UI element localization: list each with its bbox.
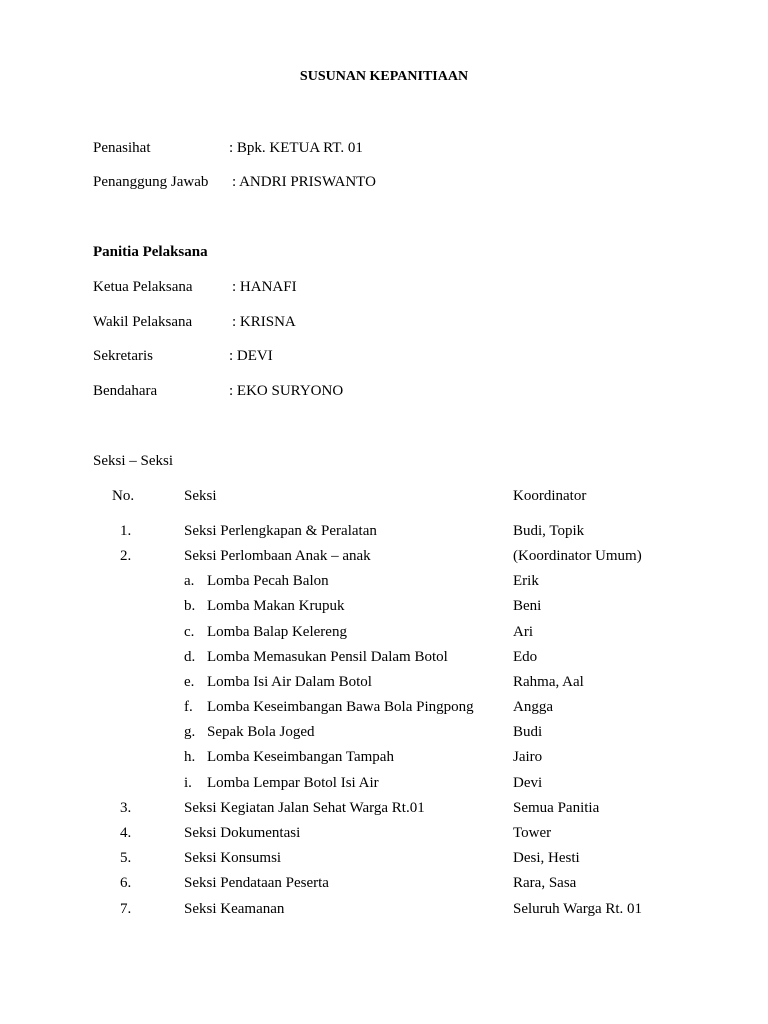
table-subrow-seksi: Sepak Bola Joged — [207, 724, 315, 740]
table-subrow-seksi: Lomba Keseimbangan Tampah — [207, 749, 394, 765]
table-header-koordinator: Koordinator — [513, 488, 587, 504]
table-row-seksi: Seksi Kegiatan Jalan Sehat Warga Rt.01 — [184, 800, 425, 816]
table-row-seksi: Seksi Perlombaan Anak – anak — [184, 548, 371, 564]
table-subrow-seksi: Lomba Memasukan Pensil Dalam Botol — [207, 649, 448, 665]
table-subrow-koordinator: Ari — [513, 624, 533, 640]
member-label-wakil: Wakil Pelaksana — [93, 314, 193, 330]
table-subrow-seksi: Lomba Makan Krupuk — [207, 598, 345, 614]
table-subrow-koordinator: Beni — [513, 598, 542, 614]
advisor-value-penanggung-jawab: : ANDRI PRISWANTO — [232, 174, 376, 190]
table-subrow-letter: g. — [184, 724, 196, 740]
table-subrow-letter: d. — [184, 649, 196, 665]
table-row-no: 7. — [120, 901, 132, 917]
advisor-value-penasihat: : Bpk. KETUA RT. 01 — [229, 140, 363, 156]
table-row-no: 6. — [120, 875, 132, 891]
table-subrow-koordinator: Jairo — [513, 749, 543, 765]
table-subrow-seksi: Lomba Keseimbangan Bawa Bola Pingpong — [207, 699, 474, 715]
table-subrow-koordinator: Angga — [513, 699, 553, 715]
table-row-seksi: Seksi Perlengkapan & Peralatan — [184, 523, 377, 539]
table-row-seksi: Seksi Pendataan Peserta — [184, 875, 329, 891]
table-subrow-koordinator: Rahma, Aal — [513, 674, 584, 690]
table-subrow-letter: e. — [184, 674, 195, 690]
table-row-no: 5. — [120, 850, 132, 866]
table-row-no: 1. — [120, 523, 132, 539]
table-row-seksi: Seksi Konsumsi — [184, 850, 282, 866]
table-row-no: 4. — [120, 825, 132, 841]
member-label-sekretaris: Sekretaris — [93, 348, 153, 364]
table-subrow-letter: f. — [184, 699, 193, 715]
committee-heading: Panitia Pelaksana — [93, 244, 208, 260]
table-row-seksi: Seksi Dokumentasi — [184, 825, 301, 841]
advisor-label-penanggung-jawab: Penanggung Jawab — [93, 174, 209, 190]
document-title: SUSUNAN KEPANITIAAN — [299, 69, 469, 84]
table-subrow-letter: h. — [184, 749, 196, 765]
table-subrow-koordinator: Edo — [513, 649, 538, 665]
member-label-bendahara: Bendahara — [93, 383, 158, 399]
table-subrow-seksi: Lomba Isi Air Dalam Botol — [207, 674, 372, 690]
table-row-no: 3. — [120, 800, 132, 816]
table-subrow-koordinator: Erik — [513, 573, 539, 589]
table-subrow-letter: b. — [184, 598, 196, 614]
table-row-koordinator: Budi, Topik — [513, 523, 585, 539]
member-value-bendahara: : EKO SURYONO — [229, 383, 344, 399]
sections-heading: Seksi – Seksi — [93, 453, 174, 469]
table-row-koordinator: Seluruh Warga Rt. 01 — [513, 901, 643, 917]
table-subrow-koordinator: Devi — [513, 775, 543, 791]
table-row-koordinator: (Koordinator Umum) — [513, 548, 642, 564]
member-value-ketua: : HANAFI — [232, 279, 297, 295]
table-subrow-letter: c. — [184, 624, 195, 640]
table-subrow-letter: i. — [184, 775, 192, 791]
table-subrow-seksi: Lomba Lempar Botol Isi Air — [207, 775, 379, 791]
table-subrow-letter: a. — [184, 573, 195, 589]
table-row-seksi: Seksi Keamanan — [184, 901, 285, 917]
table-row-koordinator: Desi, Hesti — [513, 850, 580, 866]
member-value-sekretaris: : DEVI — [229, 348, 273, 364]
table-header-no: No. — [112, 488, 135, 504]
table-subrow-seksi: Lomba Pecah Balon — [207, 573, 329, 589]
member-value-wakil: : KRISNA — [232, 314, 296, 330]
table-row-koordinator: Semua Panitia — [513, 800, 600, 816]
table-row-koordinator: Rara, Sasa — [513, 875, 577, 891]
table-subrow-seksi: Lomba Balap Kelereng — [207, 624, 347, 640]
advisor-label-penasihat: Penasihat — [93, 140, 151, 156]
table-row-no: 2. — [120, 548, 132, 564]
table-row-koordinator: Tower — [513, 825, 552, 841]
table-subrow-koordinator: Budi — [513, 724, 543, 740]
table-header-seksi: Seksi — [184, 488, 217, 504]
member-label-ketua: Ketua Pelaksana — [93, 279, 193, 295]
